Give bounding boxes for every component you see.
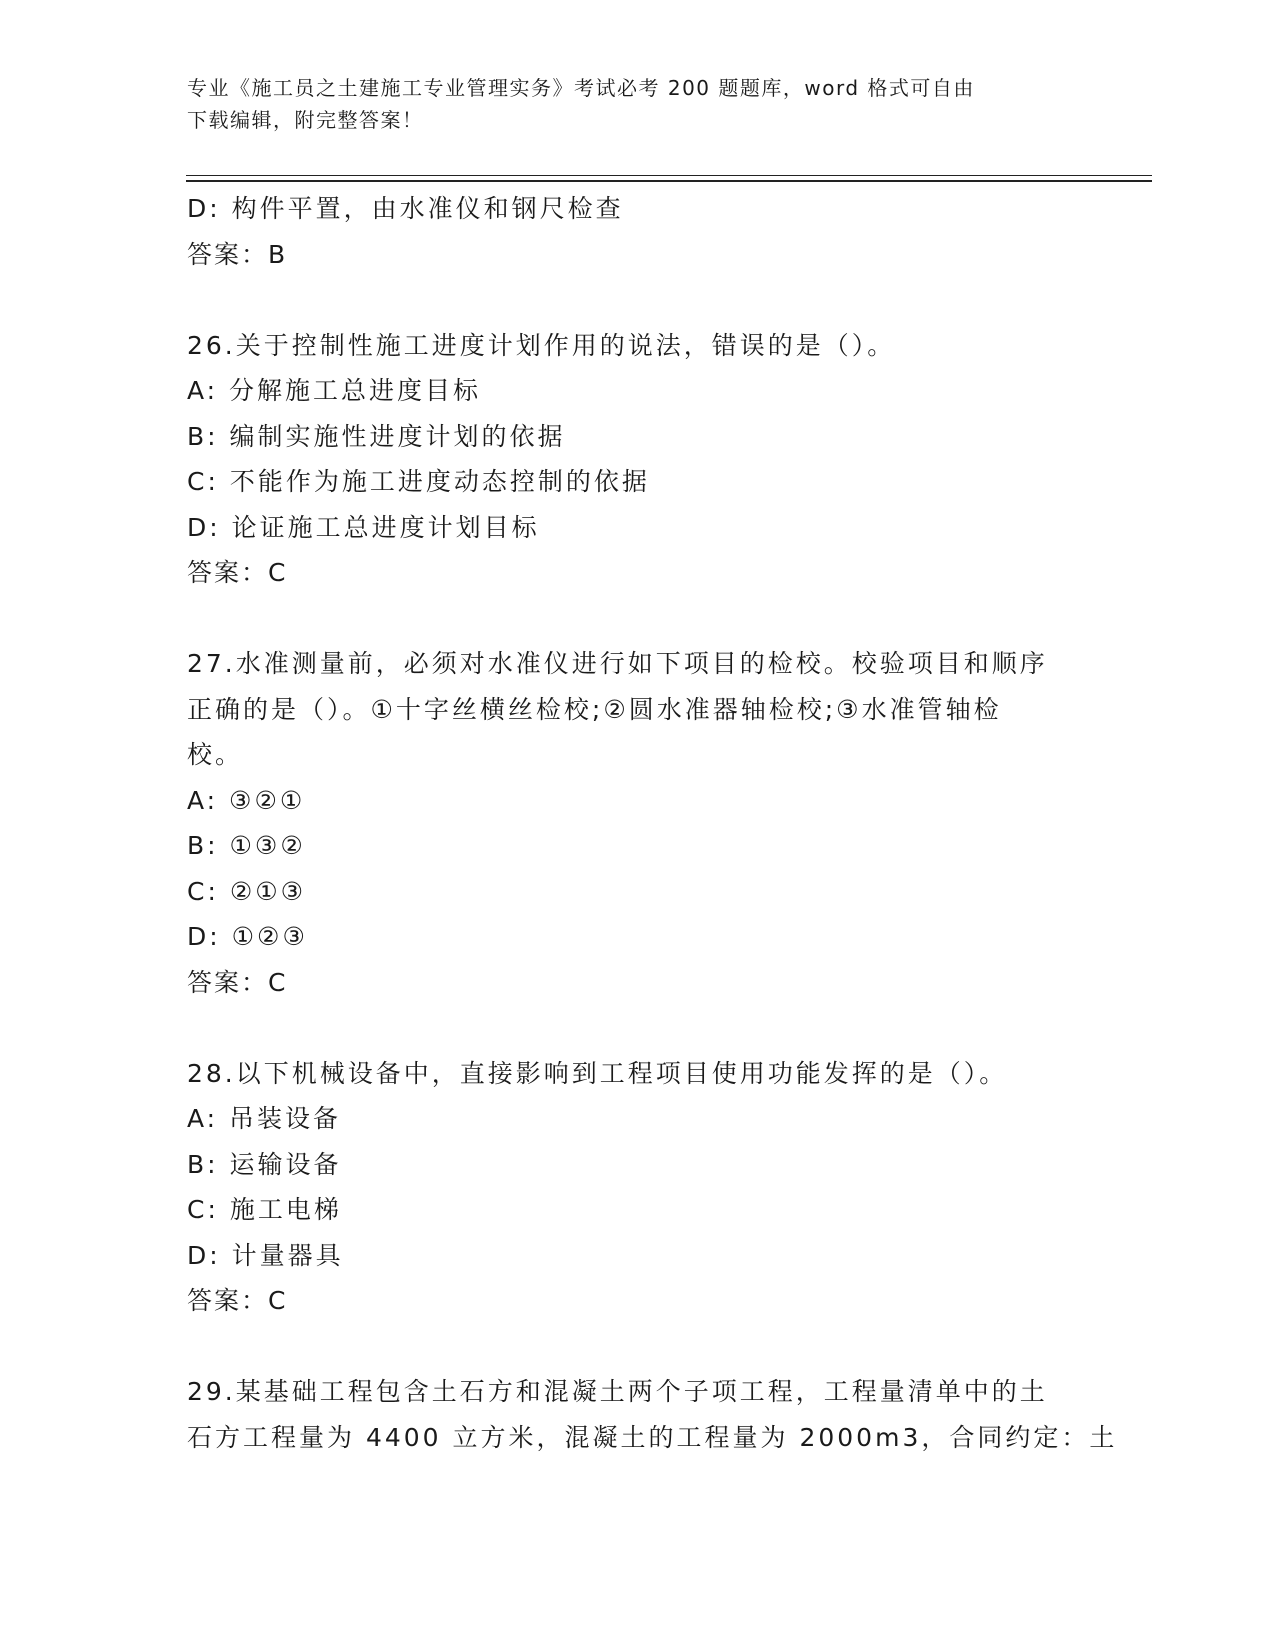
question-26 (187, 323, 1117, 596)
spacer (187, 277, 1117, 323)
question-stem: 26.关于控制性施工进度计划作用的说法，错误的是（）。 (187, 330, 896, 360)
option-c: C: 不能作为施工进度动态控制的依据 (187, 467, 650, 496)
question-stem-line-2: 正确的是（）。①十字丝横丝检校;②圆水准器轴检校;③水准管轴检 (187, 694, 1002, 724)
option-a: A: 分解施工总进度目标 (187, 376, 482, 405)
option-b: B: ①③② (187, 831, 306, 860)
option-d: D: 计量器具 (187, 1240, 344, 1270)
answer: 答案：C (187, 558, 288, 587)
option-b: B: 编制实施性进度计划的依据 (187, 421, 566, 451)
header-divider-thin (186, 175, 1152, 176)
option-d: D: ①②③ (187, 922, 308, 951)
header-divider-thick (186, 180, 1152, 182)
spacer (187, 1324, 1117, 1370)
question-stem: 28.以下机械设备中，直接影响到工程项目使用功能发挥的是（）。 (187, 1058, 1008, 1088)
option-b: B: 运输设备 (187, 1149, 342, 1179)
question-stem-line-3: 校。 (187, 740, 244, 769)
lead-answer: 答案：B (187, 239, 288, 269)
answer: 答案：C (187, 1286, 288, 1315)
header-line-1: 专业《施工员之土建施工专业管理实务》考试必考 200 题题库，word 格式可自由 (187, 76, 975, 100)
option-c: C: 施工电梯 (187, 1195, 342, 1224)
question-stem-line-2: 石方工程量为 4400 立方米，混凝土的工程量为 2000m3，合同约定：土 (187, 1422, 1118, 1452)
question-27 (187, 641, 1117, 1005)
option-a: A: ③②① (187, 785, 306, 815)
question-28 (187, 1051, 1117, 1324)
question-29 (187, 1369, 1117, 1460)
option-a: A: 吊装设备 (187, 1104, 342, 1133)
answer: 答案：C (187, 967, 288, 997)
document-header (187, 72, 1087, 136)
spacer (187, 596, 1117, 642)
lead-option-d: D: 构件平置，由水准仪和钢尺检查 (187, 194, 624, 223)
option-d: D: 论证施工总进度计划目标 (187, 512, 540, 542)
question-stem-line-1: 27.水准测量前，必须对水准仪进行如下项目的检校。校验项目和顺序 (187, 649, 1048, 678)
question-content (187, 186, 1117, 1460)
header-line-2: 下载编辑，附完整答案！ (187, 108, 424, 132)
spacer (187, 1005, 1117, 1051)
option-c: C: ②①③ (187, 876, 307, 906)
question-stem-line-1: 29.某基础工程包含土石方和混凝土两个子项工程，工程量清单中的土 (187, 1377, 1048, 1406)
